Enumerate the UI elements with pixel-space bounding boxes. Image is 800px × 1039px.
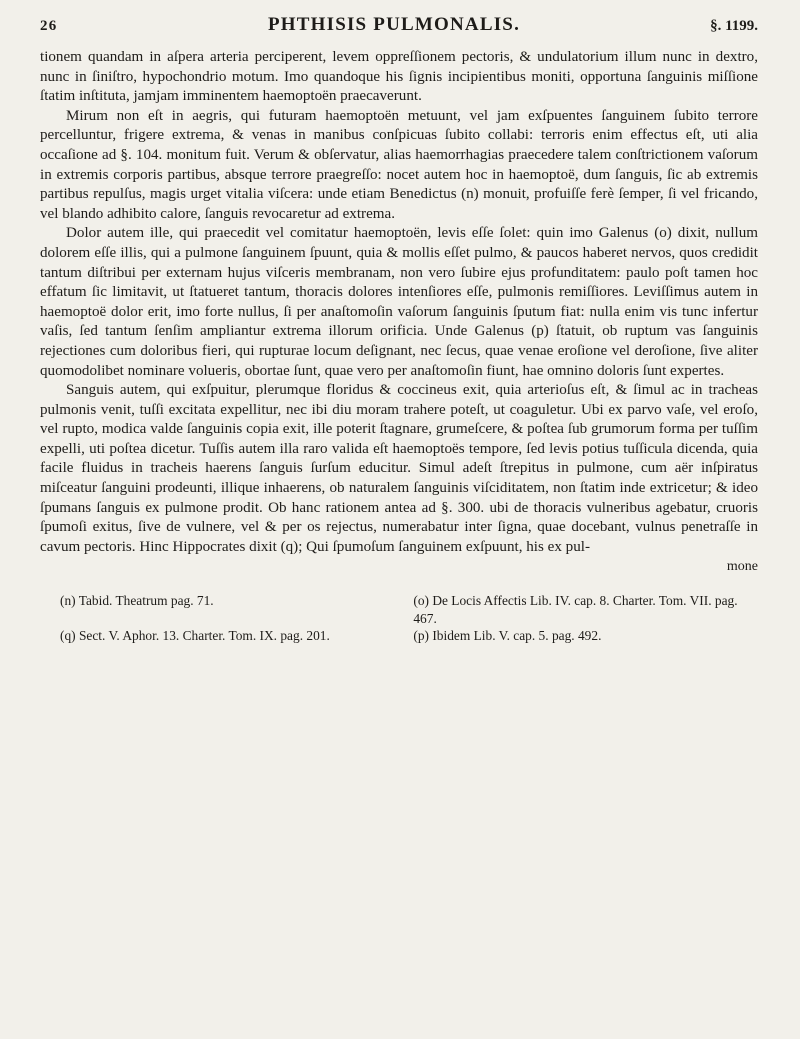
section-number: §. 1199. [710,18,758,34]
paragraph: Dolor autem ille, qui praecedit vel comitatur haemoptoën, levis eſſe ſolet: quin imo Galenus (o) dixit, nullum dolorem eſſe illis, qui a pulmone ſanguinem ſpuunt, quia & mollis eſſet pulmo, & paucos haberet nervos, quos credidit tantum diſtribui per externam hujus viſceris membranam, non vero ſubire ejus profunditatem: paulo poſt tamen hoc effatum ſic limitavit, ut ſtatueret tantum, thoracis dolores intenſiores eſſe, pulmonis remiſſiores. Leviſſimus autem in haemoptoë dolor erit, imo forte nullus, ſi per anaſtomoſin vaſorum ſanguinis ſputum fiat: nulla enim vis tunc infertur vaſis, ſed tantum ſenſim ampliantur extrema illorum orificia. Unde Galenus (p) ſtatuit, ob ruptum vas ſanguinis rejectiones cum doloribus fieri, qui rupturae locum deſignant, nec ſecus, quae venae eroſione vel deroſione, ſive aliter quomodolibet nominare volueris, obortae ſunt, quae vero per anaſtomoſin fiunt, hae omnino doloris ſunt expertes. [40,225,758,379]
running-title: PHTHISIS PULMONALIS. [267,14,521,35]
footnote-q: (q) Sect. V. Aphor. 13. Charter. Tom. IX. pag. 201. [60,628,330,644]
page-number: 26 [40,18,58,34]
running-header [40,14,758,48]
main-text [40,48,758,576]
paragraph: Sanguis autem, qui exſpuitur, plerumque floridus & coccineus exit, quia arterioſus eſt, & ſimul ac in tracheas pulmonis venit, tuſſi excitata expellitur, nec ibi diu moram trahere poteſt, ut coaguletur. Ubi ex parvo vaſe, vel eroſo, vel rupto, modica valde ſanguinis copia exit, ille poterit ſtagnare, grumeſcere, & poſtea ſub grumorum forma per tuſſim expelli, uti poſtea dicetur. Tuſſis autem illa raro valida eſt haemoptoës tempore, ſed levis potius tuſſicula dicenda, quia facile fluidus in tracheis haerens ſanguis ſurſum educitur. Simul adeſt ſtrepitus in pulmone, cum aër inſpiratus miſceatur ſanguini prodeunti, illique inhaerens, ob naturalem ſanguinis viſciditatem, non ſtatim inde extricetur; & ideo ſpumans ſanguis ex pulmone prodit. Ob hanc rationem antea ad §. 300. ubi de thoracis vulneribus agebatur, cruoris ſpumoſi exitus, ſive de vulnere, vel & per os rejectus, numerabatur inter ſigna, quae docebant, vulnus penetraſſe in cavum pectoris. Hinc Hippocrates dixit (q); Qui ſpumoſum ſanguinem exſpuunt, his ex pul- [40,382,758,555]
paragraph: Mirum non eſt in aegris, qui futuram haemoptoën metuunt, vel jam exſpuentes ſanguinem ſubito terrore percelluntur, frigere extrema, & venas in manibus conſpicuas ſubito collabi: terroris enim effectus eſt, uti alia occaſione ad §. 104. monitum fuit. Verum & obſervatur, alias haemorrhagias praecedere talem conſtrictionem vaſorum in extremis corporis partibus, absque terrore praegreſſo: nocet autem hoc in haemoptoë, dum ſanguis, ſic ab extremis partibus repulſus, magis urget vitalia viſcera: unde etiam Benedictus (n) monuit, profuiſſe ferè ſemper, ſi vel fricando, vel blando adhibito calore, ſanguis revocaretur ad extrema. [40,107,758,222]
footnotes [40,592,758,645]
catchword: mone [726,559,758,575]
footnote-n: (n) Tabid. Theatrum pag. 71. [60,593,214,609]
paragraph: tionem quandam in aſpera arteria perciperent, levem oppreſſionem pectoris, & undulatorium illum nunc in dextro, nunc in ſiniſtro, hypochondrio motum. Imo quandoque his ſignis incipientibus moniti, opportuna ſanguinis miſſione ſtatim inſtituta, jamjam imminentem haemoptoën praecaverunt. [40,49,758,105]
footnote-o: (o) De Locis Affectis Lib. IV. cap. 8. Charter. Tom. VII. pag. 467. [413,593,738,626]
footnote-p: (p) Ibidem Lib. V. cap. 5. pag. 492. [413,628,602,644]
